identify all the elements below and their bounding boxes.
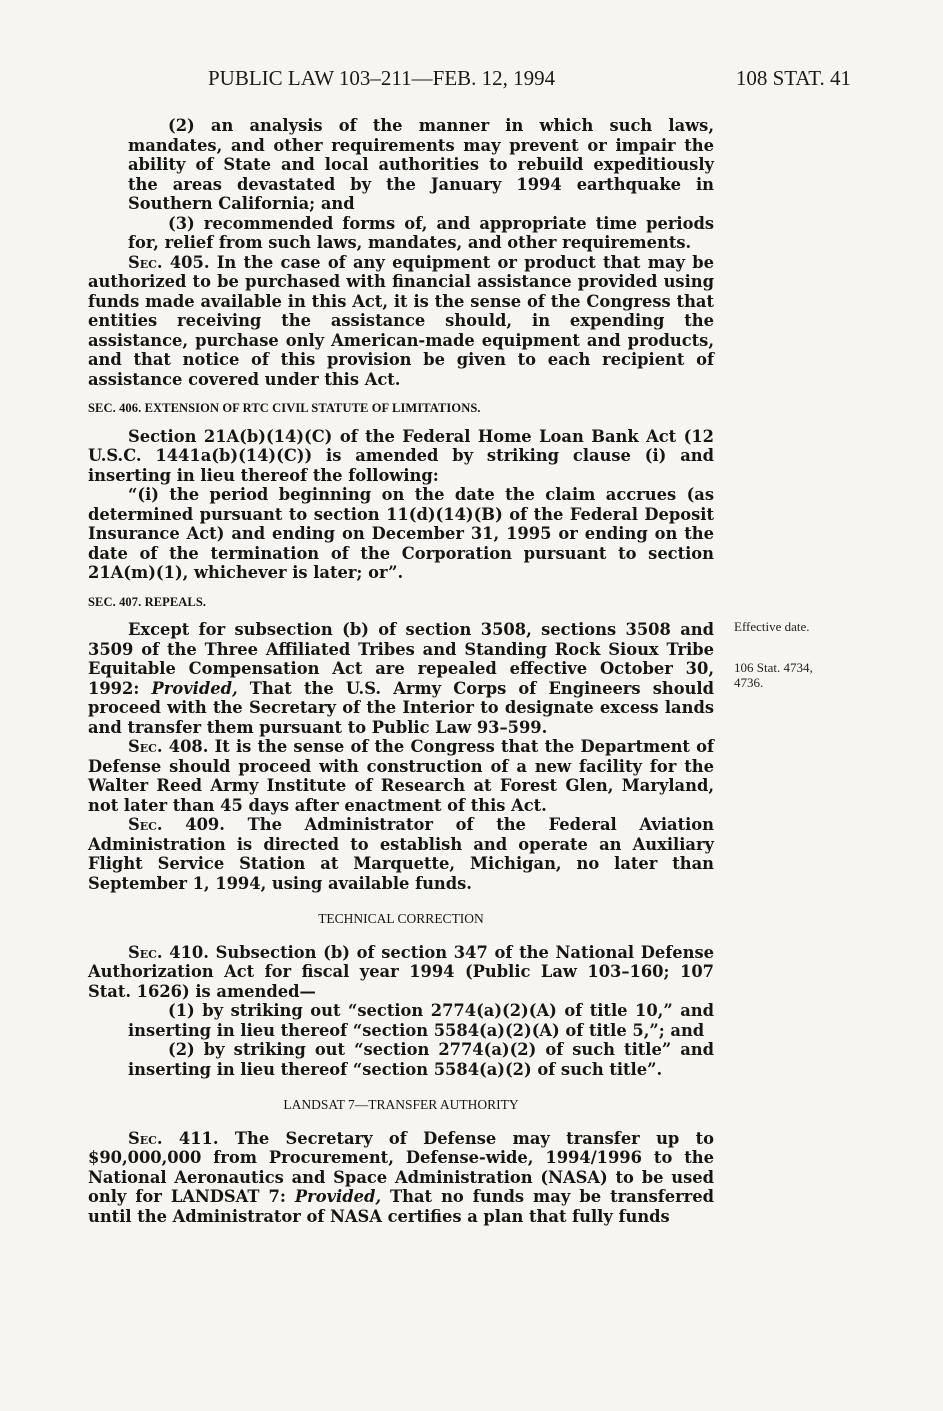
section-410 — [88, 943, 714, 1002]
paragraph-item-2 — [88, 116, 714, 214]
section-405 — [88, 253, 714, 390]
running-header — [0, 66, 943, 96]
section-405-text: In the case of any equipment or product that may be authorized to be purchased with financial assistance provided using funds made available in this Act, it is the sense of the Congress that entities receiving the assistance should, in expending the assistance, purchase only American-made equipment and products, and that notice of this provision be given to each recipient of assistance covered under this Act. — [88, 252, 714, 389]
section-411-text-a: The Secretary of Defense may transfer up to $90,000,000 from Procurement, Defense-wide, 1994/1996 to the National Aeronautics and Space Administration (NASA) to be used only for LANDSAT 7: — [88, 1128, 714, 1206]
section-406-intro — [88, 427, 714, 486]
section-407-text-b: That the U.S. Army Corps of Engineers should proceed with the Secretary of the Interior to designate excess lands and transfer them pursuant to Public Law 93–599. — [88, 678, 714, 737]
section-411 — [88, 1129, 714, 1227]
section-410-label: Sec. 410. — [128, 942, 209, 962]
section-409-label: Sec. 409. — [128, 815, 225, 834]
section-405-label: Sec. 405. — [128, 252, 210, 272]
document-body — [88, 116, 714, 1226]
section-409-text: The Administrator of the Federal Aviation Administration is directed to establish and operate an Auxiliary Flight Service Station at Marquette, Michigan, no later than September 1, 1994, using available funds. — [88, 815, 714, 893]
section-408-label: Sec. 408. — [128, 737, 209, 756]
margin-note-stat-reference: 106 Stat. 4734, 4736. — [734, 660, 813, 690]
section-410-item-1-text: (1) by striking out “section 2774(a)(2)(A) of title 10,” and inserting in lieu thereof “section 5584(a)(2)(A) of title 5,”; and — [128, 1001, 714, 1040]
section-408-text: It is the sense of the Congress that the Department of Defense should proceed with construction of a new facility for the Walter Reed Army Institute of Research at Forest Glen, Maryland, not later than 45 days after enactment of this Act. — [88, 737, 714, 815]
section-406-intro-text: Section 21A(b)(14)(C) of the Federal Home Loan Bank Act (12 U.S.C. 1441a(b)(14)(C)) is amended by striking clause (i) and inserting in lieu thereof the following: — [88, 426, 714, 485]
section-410-item-2 — [88, 1040, 714, 1079]
section-406-clause — [88, 485, 714, 583]
section-411-text-b: That no funds may be transferred until the Administrator of NASA certifies a plan that fully funds — [88, 1187, 714, 1226]
margin-note-effective-date: Effective date. — [734, 619, 810, 634]
section-410-item-1 — [88, 1001, 714, 1040]
section-411-label: Sec. 411. — [128, 1128, 219, 1148]
section-407-provided: Provided, — [151, 678, 238, 698]
section-410-item-2-text: (2) by striking out “section 2774(a)(2) of such title” and inserting in lieu thereof “section 5584(a)(2) of such title”. — [128, 1040, 714, 1079]
landsat-heading: LANDSAT 7—TRANSFER AUTHORITY — [283, 1097, 519, 1112]
paragraph-item-2-text: (2) an analysis of the manner in which such laws, mandates, and other requirements may prevent or impair the ability of State and local authorities to rebuild expeditiously the areas devastated by the January 1994 earthquake in Southern California; and — [128, 116, 714, 213]
section-406-heading: SEC. 406. EXTENSION OF RTC CIVIL STATUTE OF LIMITATIONS. — [88, 401, 481, 415]
paragraph-item-3-text: (3) recommended forms of, and appropriate time periods for, relief from such laws, mandates, and other requirements. — [128, 213, 714, 252]
section-409 — [88, 815, 714, 893]
paragraph-item-3 — [88, 214, 714, 253]
section-410-text: Subsection (b) of section 347 of the National Defense Authorization Act for fiscal year 1994 (Public Law 103–160; 107 Stat. 1626) is amended— — [88, 942, 714, 1001]
section-407-text-a: Except for subsection (b) of section 3508, sections 3508 and 3509 of the Three Affiliated Tribes and Standing Rock Sioux Tribe Equitable Compensation Act are repealed effective October 30, 1992: — [88, 620, 714, 698]
technical-correction-heading: TECHNICAL CORRECTION — [318, 911, 484, 926]
section-408 — [88, 737, 714, 815]
header-title: PUBLIC LAW 103–211—FEB. 12, 1994 — [208, 66, 556, 90]
section-407-heading: SEC. 407. REPEALS. — [88, 594, 207, 609]
header-stat-page: 108 STAT. 41 — [735, 66, 851, 90]
section-406-clause-text: “(i) the period beginning on the date the claim accrues (as determined pursuant to section 11(d)(14)(B) of the Federal Deposit Insurance Act) and ending on December 31, 1995 or ending on the date of the termination of the Corporation pursuant to section 21A(m)(1), whichever is later; or”. — [88, 485, 714, 582]
section-407 — [88, 620, 714, 737]
section-411-provided: Provided, — [294, 1187, 382, 1206]
